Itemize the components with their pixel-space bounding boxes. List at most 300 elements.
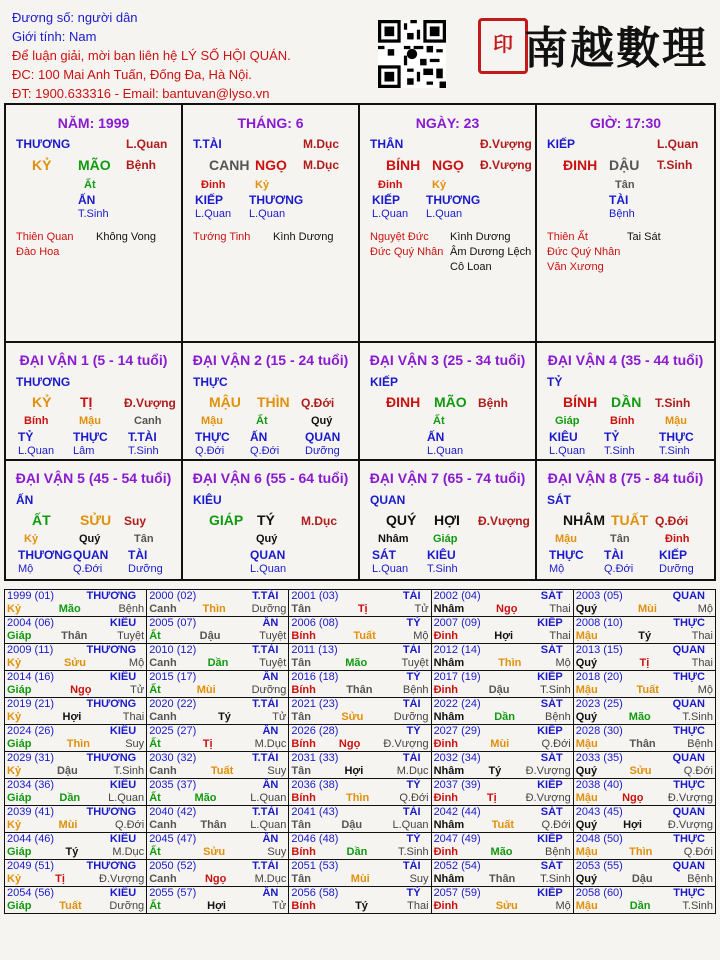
year-cell[interactable] — [431, 617, 573, 644]
year-label: 2001 (03) — [291, 590, 339, 602]
year-can: Ất — [149, 630, 161, 642]
pillar-side-mid: T.Sinh — [657, 158, 693, 172]
year-chi: Dần — [59, 792, 81, 804]
year-chi: Mão — [490, 846, 513, 858]
year-cell[interactable] — [5, 590, 147, 617]
hidden-extra: Lâm — [73, 445, 95, 457]
year-cell[interactable] — [431, 644, 573, 671]
hidden-extra: Bệnh — [609, 208, 635, 220]
dai-van-chi: TÝ — [257, 512, 275, 528]
dai-van-side: T.Sinh — [655, 396, 691, 410]
year-can: Đinh — [433, 900, 459, 912]
dai-van-star: SÁT — [547, 493, 571, 507]
hidden-extra: Dưỡng — [659, 563, 694, 575]
year-cell[interactable] — [147, 806, 289, 833]
year-label: 2032 (34) — [433, 752, 481, 764]
year-phase: Suy — [267, 765, 287, 777]
hidden-can: Tân — [615, 179, 635, 191]
year-phase: Đ.Vượng — [383, 738, 429, 750]
hidden-star: TỶ — [18, 430, 34, 444]
year-cell[interactable] — [431, 671, 573, 698]
pillar-title: GIỜ: 17:30 — [589, 115, 662, 131]
year-star: SÁT — [540, 752, 563, 764]
year-cell[interactable] — [289, 860, 431, 887]
dai-van-cell — [537, 461, 714, 581]
year-cell[interactable] — [573, 644, 715, 671]
year-can: Quý — [575, 765, 598, 777]
year-chi: Ngọ — [204, 873, 227, 885]
year-star: ẤN — [262, 887, 279, 899]
year-can: Canh — [149, 711, 177, 723]
year-cell[interactable] — [289, 590, 431, 617]
year-star: QUAN — [672, 806, 705, 818]
year-label: 2002 (04) — [433, 590, 481, 602]
pillar-main-star: THƯƠNG — [16, 137, 71, 151]
year-phase: Mộ — [555, 657, 571, 669]
year-label: 2014 (16) — [7, 671, 55, 683]
year-can: Quý — [575, 873, 598, 885]
pillar-side-top: M.Dục — [303, 137, 339, 151]
year-phase: Suy — [409, 873, 429, 885]
table-row — [5, 752, 716, 779]
hidden-extra: T.Sinh — [427, 563, 458, 575]
year-can: Đinh — [433, 738, 459, 750]
year-cell[interactable] — [5, 671, 147, 698]
year-can: Bính — [291, 900, 316, 912]
year-label: 1999 (01) — [7, 590, 55, 602]
year-star: ẤN — [262, 779, 279, 791]
year-cell[interactable] — [431, 698, 573, 725]
dai-van-cell — [537, 343, 714, 461]
year-chi: Tý — [488, 765, 502, 777]
hidden-can: Ất — [256, 415, 268, 427]
year-chi: Thân — [489, 873, 516, 885]
year-chi: Hợi — [207, 900, 226, 912]
year-cell[interactable] — [573, 806, 715, 833]
year-label: 2034 (36) — [7, 779, 55, 791]
year-star: THƯƠNG — [86, 806, 137, 818]
pillar-side-top: L.Quan — [126, 137, 168, 151]
year-cell[interactable] — [5, 833, 147, 860]
year-label: 2024 (26) — [7, 725, 55, 737]
year-chi: Tuất — [636, 684, 659, 696]
year-cell[interactable] — [5, 806, 147, 833]
hidden-star: QUAN — [250, 548, 286, 562]
year-star: THỰC — [673, 617, 705, 629]
year-cell[interactable] — [147, 833, 289, 860]
dai-van-cell — [183, 343, 360, 461]
year-chi: Dậu — [56, 765, 78, 777]
year-chi: Hợi — [62, 711, 82, 723]
year-cell[interactable] — [289, 698, 431, 725]
year-cell[interactable] — [573, 752, 715, 779]
year-star: T.TÀI — [252, 806, 279, 818]
year-phase: Tử — [130, 684, 145, 696]
year-cell[interactable] — [147, 671, 289, 698]
than-sat-left: Thiên Quan — [16, 231, 74, 243]
table-row — [5, 860, 716, 887]
year-can: Ất — [149, 900, 161, 912]
year-cell[interactable] — [147, 860, 289, 887]
year-star: SÁT — [540, 806, 563, 818]
dai-van-can: MẬU — [209, 394, 241, 410]
year-phase: Tuyệt — [401, 657, 429, 669]
year-star: KIÊU — [109, 833, 137, 845]
year-cell[interactable] — [5, 887, 147, 914]
year-phase: Đ.Vượng — [99, 873, 145, 885]
year-phase: Tử — [414, 603, 429, 615]
year-label: 2048 (50) — [575, 833, 623, 845]
year-label: 2023 (25) — [575, 698, 623, 710]
year-phase: Suy — [267, 846, 287, 858]
dai-van-cell — [360, 343, 537, 461]
year-can: Giáp — [7, 738, 32, 750]
year-label: 2020 (22) — [149, 698, 197, 710]
seal-stamp-icon: 印 — [478, 18, 528, 74]
year-star: THỰC — [673, 779, 705, 791]
annual-luck-table — [4, 589, 716, 914]
year-phase: Mộ — [128, 657, 145, 669]
year-cell[interactable] — [147, 779, 289, 806]
dai-van-can: QUÝ — [386, 512, 417, 528]
year-label: 2019 (21) — [7, 698, 55, 710]
year-cell[interactable] — [573, 725, 715, 752]
year-chi: Thân — [200, 819, 227, 831]
year-label: 2022 (24) — [433, 698, 481, 710]
year-cell[interactable] — [573, 887, 715, 914]
year-chi: Ngọ — [622, 792, 644, 804]
year-cell[interactable] — [147, 617, 289, 644]
year-cell[interactable] — [289, 806, 431, 833]
dai-van-can: ẤT — [32, 512, 51, 528]
dai-van-chi: HỢI — [434, 512, 460, 528]
year-can: Nhâm — [433, 657, 465, 669]
year-cell[interactable] — [431, 860, 573, 887]
year-star: TỶ — [406, 725, 421, 737]
year-can: Đinh — [433, 630, 459, 642]
pillar-title: NĂM: 1999 — [57, 115, 130, 131]
hidden-can: Nhâm — [378, 533, 409, 545]
hidden-can: Ất — [433, 415, 445, 427]
year-cell[interactable] — [573, 779, 715, 806]
year-label: 2058 (60) — [575, 887, 623, 899]
dai-van-title: ĐẠI VẬN 1 (5 - 14 tuổi) — [19, 352, 168, 368]
year-cell[interactable] — [289, 725, 431, 752]
hidden-extra: T.Sinh — [659, 445, 690, 457]
year-phase: Dưỡng — [393, 711, 429, 723]
year-phase: Thai — [549, 603, 571, 615]
year-can: Kỷ — [7, 657, 22, 669]
qr-code-icon[interactable] — [378, 20, 446, 88]
year-cell[interactable] — [289, 617, 431, 644]
pillar-title: THÁNG: 6 — [237, 115, 304, 131]
year-cell[interactable] — [289, 833, 431, 860]
year-cell[interactable] — [573, 860, 715, 887]
table-row — [5, 833, 716, 860]
year-cell[interactable] — [431, 590, 573, 617]
dai-van-chi: THÌN — [257, 394, 290, 410]
year-label: 2042 (44) — [433, 806, 481, 818]
pillar-side-mid: Bệnh — [126, 158, 156, 172]
year-chi: Dần — [207, 657, 229, 669]
dai-van-can: GIÁP — [209, 512, 244, 528]
year-cell[interactable] — [573, 698, 715, 725]
year-label: 2008 (10) — [575, 617, 623, 629]
year-star: THƯƠNG — [86, 644, 137, 656]
year-can: Mậu — [575, 684, 598, 696]
year-cell[interactable] — [5, 725, 147, 752]
year-chi: Tị — [639, 657, 650, 669]
year-cell[interactable] — [147, 752, 289, 779]
year-chi: Tý — [638, 630, 652, 642]
dai-van-chi: MÃO — [434, 394, 467, 410]
year-cell[interactable] — [147, 644, 289, 671]
than-sat-left: Nguyệt Đức — [370, 231, 429, 243]
year-phase: M.Dục — [254, 873, 287, 885]
year-star: KIẾP — [537, 833, 563, 845]
year-label: 2028 (30) — [575, 725, 623, 737]
year-star: SÁT — [540, 644, 563, 656]
pillar-cell — [537, 105, 714, 343]
than-sat-right: Kình Dương — [450, 231, 511, 243]
year-cell[interactable] — [431, 833, 573, 860]
hidden-star: SÁT — [372, 548, 396, 562]
hidden-can: Kỷ — [24, 533, 39, 545]
year-star: T.TÀI — [252, 752, 279, 764]
year-star: SÁT — [540, 860, 563, 872]
year-star: KIẾP — [537, 887, 563, 899]
dai-van-title: ĐẠI VẬN 4 (35 - 44 tuổi) — [547, 352, 704, 368]
year-phase: Đ.Vượng — [525, 792, 571, 804]
hidden-star: TÀI — [604, 548, 624, 562]
hidden-extra: Dưỡng — [305, 445, 340, 457]
hidden-can: Giáp — [433, 533, 458, 545]
year-star: KIẾP — [537, 671, 563, 683]
year-can: Kỷ — [7, 873, 22, 885]
year-label: 2017 (19) — [433, 671, 481, 683]
year-cell[interactable] — [431, 887, 573, 914]
year-label: 2049 (51) — [7, 860, 55, 872]
year-cell[interactable] — [5, 860, 147, 887]
year-phase: Mộ — [697, 684, 713, 696]
table-row — [5, 887, 716, 914]
dai-van-can: BÍNH — [563, 394, 598, 410]
year-can: Nhâm — [433, 819, 465, 831]
year-cell[interactable] — [573, 671, 715, 698]
year-chi: Mùi — [490, 738, 510, 750]
hidden-extra: T.Sinh — [128, 445, 159, 457]
dai-van-title: ĐẠI VẬN 3 (25 - 34 tuổi) — [369, 352, 526, 368]
year-phase: Tử — [272, 711, 287, 723]
year-cell[interactable] — [431, 779, 573, 806]
table-row — [5, 725, 716, 752]
year-label: 2056 (58) — [291, 887, 339, 899]
year-chi: Thìn — [345, 792, 370, 804]
table-row — [5, 779, 716, 806]
year-chi: Dần — [629, 900, 651, 912]
hidden-can: Quý — [311, 415, 333, 427]
year-cell[interactable] — [5, 752, 147, 779]
year-can: Canh — [149, 819, 177, 831]
year-cell[interactable] — [573, 833, 715, 860]
year-cell[interactable] — [289, 752, 431, 779]
pillar-can: ĐINH — [563, 157, 598, 173]
year-can: Ất — [149, 846, 161, 858]
year-can: Mậu — [575, 738, 598, 750]
year-can: Bính — [291, 792, 316, 804]
dai-van-title: ĐẠI VẬN 2 (15 - 24 tuổi) — [192, 352, 349, 368]
year-chi: Thìn — [629, 846, 653, 858]
year-label: 2021 (23) — [291, 698, 339, 710]
year-star: QUAN — [672, 590, 705, 602]
year-star: THỰC — [673, 887, 705, 899]
hidden-can: Quý — [256, 533, 278, 545]
pillar-cell — [183, 105, 360, 343]
year-chi: Mão — [58, 603, 81, 615]
year-cell[interactable] — [5, 644, 147, 671]
year-can: Tân — [291, 711, 311, 723]
year-can: Kỷ — [7, 711, 22, 723]
table-row — [5, 806, 716, 833]
year-star: TÀI — [402, 590, 421, 602]
hidden-extra: L.Quan — [18, 445, 55, 457]
year-cell[interactable] — [431, 752, 573, 779]
hidden-star: THƯƠNG — [249, 193, 304, 207]
dai-van-can: KỶ — [32, 394, 52, 410]
year-star: QUAN — [672, 752, 705, 764]
year-star: KIẾP — [537, 617, 563, 629]
pillar-chi: DẬU — [609, 157, 640, 173]
year-chi: Mùi — [196, 684, 216, 696]
year-cell[interactable] — [289, 887, 431, 914]
dai-van-can: NHÂM — [563, 512, 605, 528]
dai-van-chi: TUẤT — [611, 512, 649, 528]
year-label: 2045 (47) — [149, 833, 197, 845]
year-label: 2033 (35) — [575, 752, 623, 764]
year-chi: Mùi — [58, 819, 78, 831]
year-chi: Tuất — [59, 900, 82, 912]
year-phase: Đ.Vượng — [667, 792, 713, 804]
year-chi: Dần — [494, 711, 515, 723]
year-chi: Dần — [346, 846, 368, 858]
hidden-star: KIÊU — [549, 430, 578, 444]
year-star: THỰC — [673, 671, 705, 683]
table-row — [5, 698, 716, 725]
hidden-extra: Dưỡng — [128, 563, 163, 575]
year-label: 2015 (17) — [149, 671, 197, 683]
hidden-can: Kỷ — [255, 179, 270, 191]
year-star: THƯƠNG — [86, 752, 137, 764]
pillar-side-mid: Đ.Vượng — [480, 158, 532, 172]
year-star: KIẾP — [537, 779, 563, 791]
header-info — [12, 8, 291, 103]
year-can: Bính — [291, 630, 316, 642]
hidden-star: KIẾP — [372, 193, 401, 207]
year-cell[interactable] — [431, 806, 573, 833]
year-star: T.TÀI — [252, 644, 279, 656]
year-star: ẤN — [262, 725, 279, 737]
year-label: 2025 (27) — [149, 725, 197, 737]
pillar-cell — [360, 105, 537, 343]
year-label: 2046 (48) — [291, 833, 339, 845]
year-star: TÀI — [402, 806, 421, 818]
year-cell[interactable] — [147, 698, 289, 725]
year-star: KIÊU — [109, 779, 137, 791]
year-can: Bính — [291, 738, 316, 750]
year-cell[interactable] — [573, 590, 715, 617]
year-phase: Thai — [691, 630, 713, 642]
hidden-star: ẤN — [250, 430, 268, 444]
year-chi: Sửu — [495, 900, 518, 912]
dai-van-cell — [6, 461, 183, 581]
year-cell[interactable] — [147, 590, 289, 617]
than-sat-left: Thiên Ất — [547, 231, 588, 243]
year-cell[interactable] — [147, 887, 289, 914]
dai-van-chi: SỬU — [80, 512, 112, 528]
year-cell[interactable] — [147, 725, 289, 752]
year-can: Quý — [575, 819, 598, 831]
year-can: Ất — [149, 792, 161, 804]
pillar-main-star: THÂN — [370, 137, 404, 151]
year-phase: T.Sinh — [682, 711, 713, 723]
year-cell[interactable] — [573, 617, 715, 644]
hidden-extra: Mộ — [18, 563, 34, 575]
year-phase: L.Quan — [250, 792, 287, 804]
year-cell[interactable] — [5, 779, 147, 806]
hidden-can: Đinh — [665, 533, 690, 545]
year-phase: M.Dục — [396, 765, 429, 777]
pillar-side-top: Đ.Vượng — [480, 137, 532, 151]
hidden-star: TÀI — [128, 548, 148, 562]
year-star: THƯƠNG — [86, 590, 137, 602]
hidden-star: QUAN — [305, 430, 341, 444]
hidden-star: QUAN — [73, 548, 109, 562]
dai-van-star: TỶ — [547, 375, 563, 389]
year-label: 2007 (09) — [433, 617, 481, 629]
year-label: 2012 (14) — [433, 644, 481, 656]
year-star: T.TÀI — [252, 860, 279, 872]
hidden-can: Ất — [84, 179, 96, 191]
table-row — [5, 671, 716, 698]
name-label: Đương số: — [12, 10, 75, 25]
year-cell[interactable] — [5, 698, 147, 725]
pillar-side-mid: M.Dục — [303, 158, 339, 172]
year-star: TÀI — [402, 698, 421, 710]
year-cell[interactable] — [289, 779, 431, 806]
year-star: QUAN — [672, 698, 705, 710]
hidden-star: THỰC — [73, 430, 108, 444]
year-can: Canh — [149, 603, 177, 615]
year-chi: Sửu — [203, 846, 226, 858]
hidden-star: THƯƠNG — [18, 548, 73, 562]
year-label: 2006 (08) — [291, 617, 339, 629]
dai-van-star: THƯƠNG — [16, 375, 71, 389]
year-cell[interactable] — [289, 644, 431, 671]
table-row — [5, 644, 716, 671]
year-label: 2018 (20) — [575, 671, 623, 683]
year-phase: T.Sinh — [540, 873, 571, 885]
year-cell[interactable] — [431, 725, 573, 752]
pillar-can: CANH — [209, 157, 250, 173]
year-can: Canh — [149, 657, 177, 669]
year-chi: Thân — [629, 738, 656, 750]
year-chi: Tý — [218, 711, 231, 723]
year-cell[interactable] — [5, 617, 147, 644]
year-cell[interactable] — [289, 671, 431, 698]
year-can: Kỷ — [7, 819, 22, 831]
year-can: Ất — [149, 684, 161, 696]
hidden-extra: Q.Đới — [73, 563, 103, 575]
